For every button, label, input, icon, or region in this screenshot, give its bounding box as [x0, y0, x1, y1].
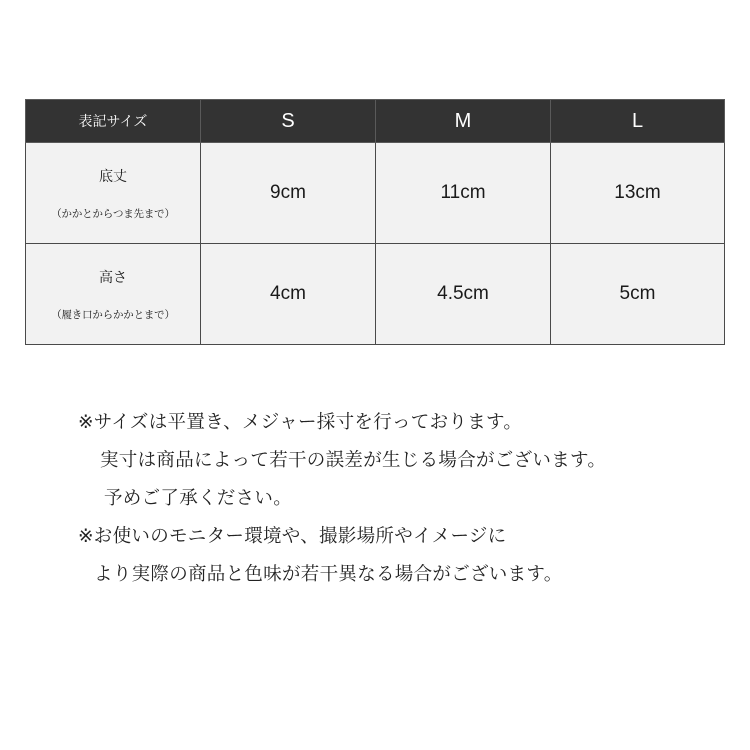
header-size-l: L: [551, 100, 725, 143]
row-title: 高さ: [99, 269, 127, 286]
header-row: [26, 100, 725, 143]
note-line-2: 実寸は商品によって若干の誤差が生じる場合がございます。: [100, 450, 607, 471]
cell-sole-length-s: 9cm: [201, 143, 376, 244]
header-size-m: M: [376, 100, 551, 143]
notes-block: [78, 404, 606, 594]
table-row-height: [26, 244, 725, 345]
header-size-label: 表記サイズ: [26, 100, 201, 143]
row-subtitle: （履き口からかかとまで）: [51, 308, 175, 321]
table-body: [26, 143, 725, 345]
header-size-s: S: [201, 100, 376, 143]
cell-height-m: 4.5cm: [376, 244, 551, 345]
row-subtitle: （かかとからつま先まで）: [51, 207, 175, 220]
cell-sole-length-l: 13cm: [551, 143, 725, 244]
note-line-4: ※お使いのモニター環境や、撮影場所やイメージに: [78, 526, 507, 547]
cell-height-l: 5cm: [551, 244, 725, 345]
table-row-sole-length: [26, 143, 725, 244]
note-line-1: ※サイズは平置き、メジャー採寸を行っております。: [78, 412, 523, 433]
row-title: 底丈: [99, 168, 127, 185]
cell-sole-length-m: 11cm: [376, 143, 551, 244]
size-table: [25, 99, 725, 345]
note-line-5: より実際の商品と色味が若干異なる場合がございます。: [94, 564, 563, 585]
note-line-3: 予めご了承ください。: [104, 488, 293, 509]
row-label-height: [26, 244, 201, 345]
table-header: [26, 100, 725, 143]
cell-height-s: 4cm: [201, 244, 376, 345]
row-label-sole-length: [26, 143, 201, 244]
